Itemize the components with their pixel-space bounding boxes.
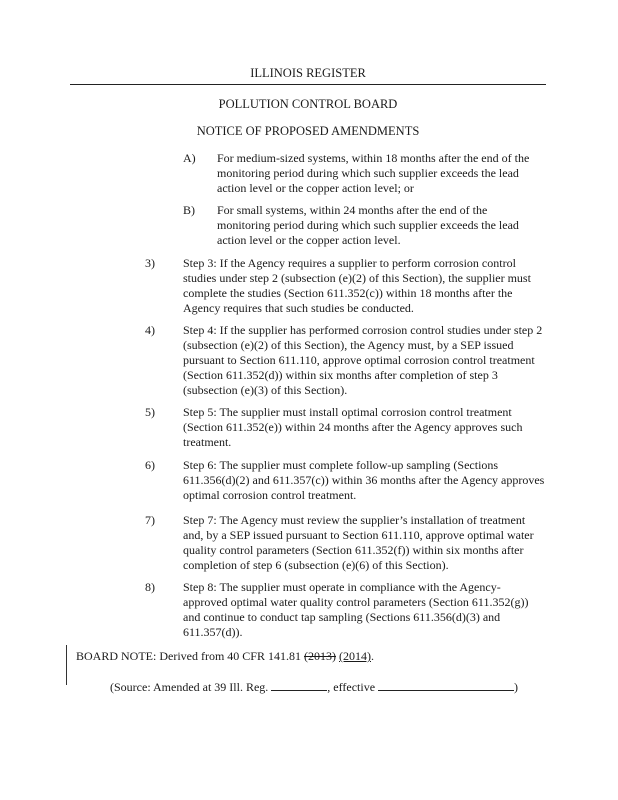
subitem-text: For medium-sized systems, within 18 months after the end of the monitoring period during which such supplier exceeds the lead action level or the copper action level; or	[217, 151, 530, 195]
inserted-text: (2014)	[339, 649, 371, 663]
step-text: Step 4: If the supplier has performed corrosion control studies under step 2 (subsection (e)(2) of this Section), the Agency must, by a SEP issued pursuant to Section 611.110, approve optimal corrosion control treatment (Section 611.352(d)) within six months after completion of step 3 (subsection (e)(3) of this Section).	[183, 323, 543, 397]
register-title: ILLINOIS REGISTER	[250, 66, 366, 80]
board-note-text: BOARD NOTE: Derived from 40 CFR 141.81	[76, 649, 304, 663]
step-label: 7)	[145, 513, 155, 527]
step-text: Step 3: If the Agency requires a supplier to perform corrosion control studies under step 2 (subsection (e)(2) of this Section), the supplier must complete the studies (Section 611.352(c)) within 18 months after the Agency requires that such studies be conducted.	[183, 256, 531, 315]
step-label: 6)	[145, 458, 155, 472]
subitem-label: B)	[183, 203, 195, 217]
step-label: 3)	[145, 256, 155, 270]
change-bar	[66, 645, 67, 685]
board-title: POLLUTION CONTROL BOARD	[218, 97, 398, 111]
source-middle: , effective	[327, 680, 379, 694]
step-label: 4)	[145, 323, 155, 337]
reg-page-blank	[271, 679, 327, 691]
effective-date-blank	[378, 679, 514, 691]
step-text: Step 7: The Agency must review the supplier’s installation of treatment and, by a SEP issued pursuant to Section 611.110, approve optimal water quality control parameters (Section 611.352(f)) within six months after completion of step 6 (subsection (e)(6) of this Section).	[183, 513, 534, 572]
subitem-text: For small systems, within 24 months after the end of the monitoring period during which such supplier exceeds the lead action level or the copper action level.	[217, 203, 519, 247]
source-line	[110, 679, 518, 695]
step-text: Step 5: The supplier must install optimal corrosion control treatment (Section 611.352(e)) within 24 months after the Agency approves such treatment.	[183, 405, 523, 449]
board-note-end: .	[371, 649, 374, 663]
source-suffix: )	[514, 680, 519, 694]
header-rule	[70, 84, 546, 85]
subitem-label: A)	[183, 151, 196, 165]
deleted-text: (2013)	[304, 649, 336, 663]
step-label: 5)	[145, 405, 155, 419]
step-text: Step 8: The supplier must operate in compliance with the Agency-approved optimal water quality control parameters (Section 611.352(g)) and continue to conduct tap sampling (Sections 611.356(d)(3) and 611.357(d)).	[183, 580, 529, 639]
board-note	[76, 649, 374, 664]
step-label: 8)	[145, 580, 155, 594]
step-text: Step 6: The supplier must complete follow-up sampling (Sections 611.356(d)(2) and 611.357(c)) within 36 months after the Agency approves optimal corrosion control treatment.	[183, 458, 545, 502]
notice-title: NOTICE OF PROPOSED AMENDMENTS	[196, 124, 420, 138]
source-prefix: (Source: Amended at 39 Ill. Reg.	[110, 680, 272, 694]
